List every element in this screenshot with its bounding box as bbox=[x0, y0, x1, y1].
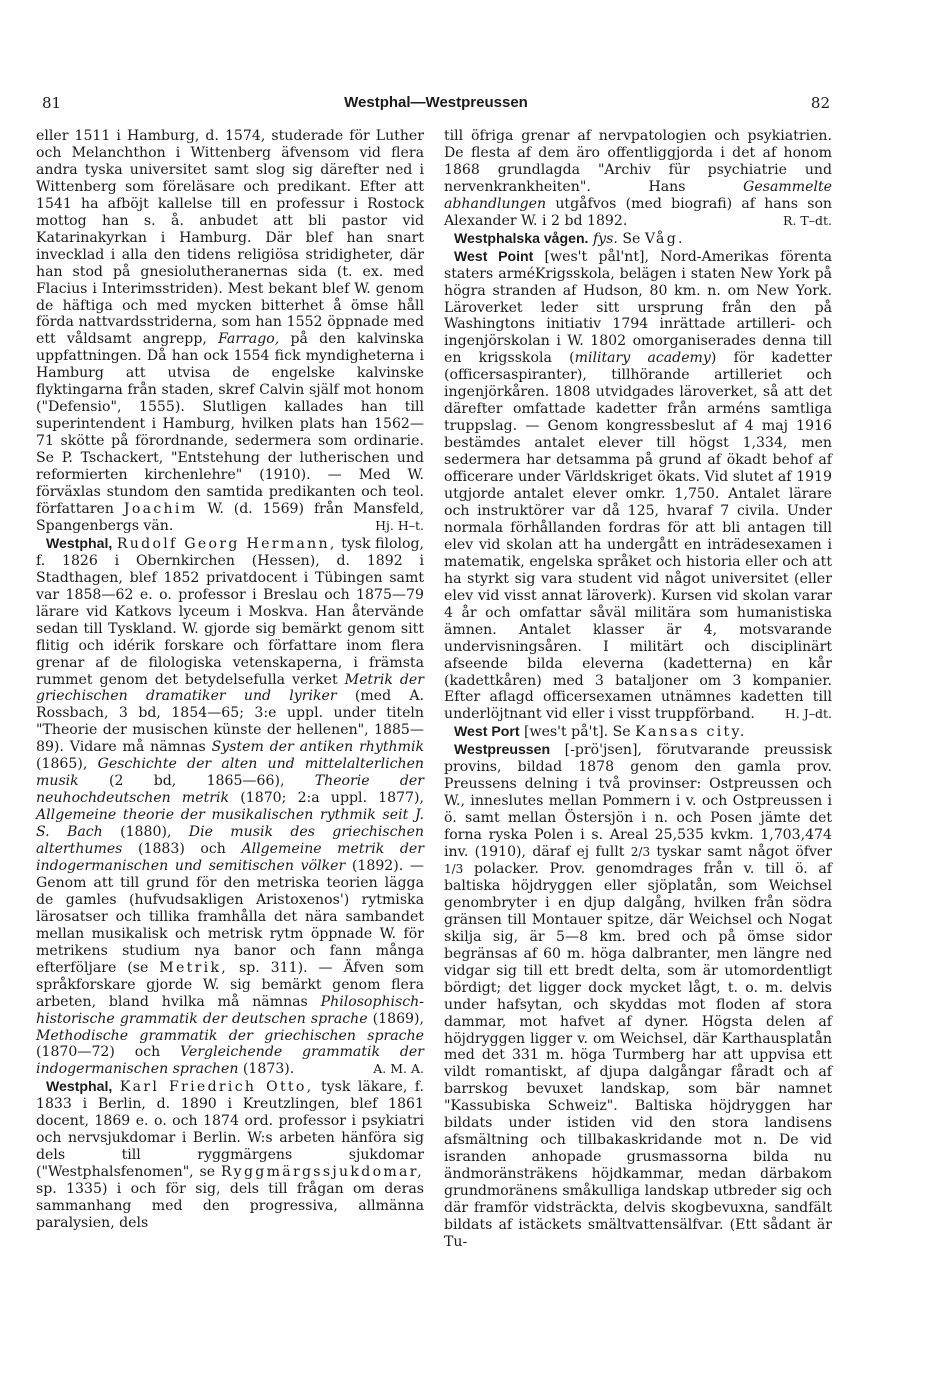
entry-west-port bbox=[444, 723, 832, 741]
body-text: Se bbox=[622, 230, 641, 247]
body-text: på den kalvinska uppfattningen. Då han ock 1554 fick myndigheterna i Hamburg att utvisa de engelske kalvinske flyktingarna från staden, skref Calvin själf mot honom ("Defensio", 1555). Slutligen kallades han till superintendent i Hamburg, hvilken plats han 1562—71 skötte på förordnande, sedermera som ordinarie. Se P. Tschackert, "Entstehung der lutherischen und reformierten kirchenlehre" (1910). — Med W. förväxlas stundom den samtida predikanten och teol. författaren bbox=[36, 331, 425, 517]
entry-headword: West Port bbox=[454, 723, 520, 740]
spaced-name: Rudolf Georg Hermann, bbox=[116, 535, 337, 552]
body-text: till öfriga grenar af nervpatologien och psykiatrien. De flesta af dem äro offentliggjorda i det af honom 1868 grundlagda "Archiv für psychiatrie und nervenkrankheiten". Hans bbox=[444, 128, 832, 195]
body-text: [-prö'jsen], förutvarande preussisk provins, bildad 1878 genom den gamla prov. Preussens delning i två provinser: Ostpreussen och W., inneslutes mellan Pommern i v. och Ostpreussen i ö. samt mellan Östersjön i n. och Posen jämte det forna ryska Polen i s. Areal 25,535 kvkm. 1,703,474 inv. (1910), däraf ej fullt bbox=[444, 742, 832, 861]
author-signature: H. J–dt. bbox=[784, 706, 832, 722]
italic-title: military academy bbox=[574, 350, 711, 367]
entry-westphal-rudolf bbox=[36, 535, 424, 1079]
entry-westphalska-vagen bbox=[444, 230, 832, 248]
spaced-name: Joachim bbox=[123, 500, 198, 517]
italic-title: Philosophisch-historische grammatik der deutschen sprache bbox=[36, 993, 424, 1027]
italic-title: Farrago, bbox=[218, 331, 280, 348]
body-text: tysk läkare, f. 1833 i Berlin, d. 1890 i Kreutzlingen, blef 1861 docent, 1869 e. o. och 1874 ord. professor i psykiatri och nervsjukdomar i Berlin. W:s arbeten hänföra sig dels till ryggmärgens sjukdomar ("Westphalsfenomen", se bbox=[36, 1079, 424, 1181]
body-text: utgåfvos (med biografi) af hans son Alexander W. i 2 bd 1892. bbox=[444, 195, 833, 229]
body-text: (1883) och bbox=[137, 841, 226, 858]
page-number-left: 81 bbox=[42, 94, 62, 112]
right-column bbox=[444, 128, 832, 1251]
entry-westpreussen bbox=[444, 741, 832, 1251]
spaced-reference: Kansas city. bbox=[635, 724, 747, 741]
italic-title: System der antiken rhythmik bbox=[211, 739, 425, 756]
body-text: (1869), bbox=[372, 1010, 424, 1027]
body-text: (1865), bbox=[36, 756, 88, 773]
spaced-reference: Våg. bbox=[644, 230, 685, 247]
body-text: (1870—72) och bbox=[36, 1044, 161, 1061]
entry-westphal-karl bbox=[36, 1078, 424, 1232]
entry-headword: Westphal, bbox=[46, 534, 113, 551]
entry-headword: Westphal, bbox=[46, 1078, 113, 1095]
running-title: Westphal—Westpreussen bbox=[344, 94, 528, 111]
body-text: sp. 311). — Äfven som språkforskare gjorde W. sig bemärkt genom flera arbeten, bland hvilka må nämnas bbox=[36, 959, 424, 1010]
body-text: tyskar samt något öfver bbox=[656, 844, 832, 861]
body-text: (med A. Rossbach, 3 bd, 1854—65; 3:e uppl. under titeln "Theorie der musischen künste der hellenen", 1885—89). Vidare må nämnas bbox=[36, 688, 424, 756]
body-text: [wes't pål'nt], Nord-Amerikas förenta staters arméKrigsskola, belägen i staten New York på högra stranden af Hudson, 80 km. n. om New York. Läroverket leder sitt ursprung från den på Washingtons initiativ 1794 inrättade artilleri- och ingenjörskolan i W. 1802 omorganiserades denna till en krigsskola ( bbox=[444, 248, 832, 367]
italic-title: Allgemeine metrik der indogermanischen und semitischen völker bbox=[36, 841, 424, 874]
spaced-name: Karl Friedrich Otto, bbox=[119, 1079, 314, 1096]
entry-west-point bbox=[444, 248, 832, 724]
page-number-right: 82 bbox=[810, 94, 830, 112]
body-text: tysk filolog, f. 1826 i Obernkirchen (Hessen), d. 1892 i Stadthagen, blef 1852 privatdocent i Tübingen samt var 1858—62 e. o. professor i Breslau och 1875—79 lärare vid Katkovs lyceum i Moskva. Han återvände sedan till Tyskland. W. gjorde sig bemärkt genom sitt flitig och idérik forskare och författare inom flera grenar af de filologiska vetenskaperna, i främsta rummet genom det betydelsefulla verket bbox=[36, 535, 424, 688]
fraction: 2/3 bbox=[630, 845, 651, 860]
fraction: 1/3 bbox=[444, 861, 464, 876]
italic-title: Allgemeine theorie der musikalischen rythmik seit J. S. Bach bbox=[36, 807, 424, 841]
entry-westphal-karl-continued bbox=[444, 128, 832, 230]
spaced-reference: Ryggmärgssjukdomar, bbox=[221, 1164, 425, 1181]
body-text: (2 bd, 1865—66), bbox=[109, 773, 285, 790]
italic-title: Vergleichende grammatik der indogermanischen sprachen bbox=[36, 1044, 425, 1078]
italic-title: Metrik der griechischen dramatiker und lyriker bbox=[36, 671, 424, 705]
body-text: W. (d. 1569) från Mansfeld, Spangenbergs vän. bbox=[36, 500, 425, 534]
italic-title: Geschichte der alten und mittelalterlichen musik bbox=[36, 756, 424, 790]
body-text: (1880), bbox=[120, 824, 172, 841]
author-signature: A. M. A. bbox=[373, 1061, 424, 1077]
entry-westphal-joachim-continued bbox=[36, 128, 424, 535]
entry-headword: Westpreussen bbox=[454, 741, 551, 758]
left-column bbox=[36, 128, 424, 1232]
entry-headword: West Point bbox=[454, 247, 534, 264]
body-text: sp. 1335) i och för sig, dels till frågan om deras sammanhang med den progressiva, allmänna paralysien, dels bbox=[36, 1181, 424, 1231]
italic-title: Die musik des griechischen alterthumes bbox=[36, 824, 425, 858]
body-text: [wes't på't]. Se bbox=[524, 724, 631, 741]
author-signature: R. T–dt. bbox=[783, 212, 832, 228]
italic-title: Theorie der neuhochdeutschen metrik bbox=[36, 773, 425, 807]
italic-title: Gesammelte abhandlungen bbox=[444, 178, 832, 212]
page-header bbox=[42, 94, 830, 116]
italic-title: Methodische grammatik der griechischen sprache bbox=[36, 1027, 424, 1044]
spaced-reference: Metrik, bbox=[159, 959, 229, 976]
body-text: (1873). bbox=[242, 1061, 295, 1078]
body-text: polacker. Prov. genomdrages från v. till ö. af baltiska höjdryggen eller sjöplatån, som Weichsel genombryter i en djup dalgång, hvilken från södra gränsen till Montauer spitze, där Weichsel och Nogat skilja sig, är 5—8 km. bred och på ömse sidor begränsas af 60 m. höga dalbranter, men längre ned vidgar sig till ett bredt delta, som är utomordentligt bördigt; det ligger dock mycket lågt, t. o. m. delvis under hafsytan, och skyddas mot floden af stora dammar, mot hafvet af dyner. Högsta delen af höjdryggen ligger v. om Weichsel, där Karthausplatån med det 331 m. höga Turmberg har att uppvisa ett vildt romantiskt, af djupa dalgångar fåradt och af barrskog bevuxet landskap, som bär namnet "Kassubiska Schweiz". Baltiska höjdryggen har bildats under istiden vid den stora landisens afsmältning och tillbakaskridande mot n. De vid isranden anhopade grusmassorna bilda nu ändmoränsträkens höjdkammar, medan därbakom grundmoränens småkulliga landskap utbreder sig och där framför vidsträckta, delvis skogbevuxna, sandfält bildats af istäckets smältvattensälfvar. (Ett sådant är Tu- bbox=[444, 860, 832, 1250]
body-text: eller 1511 i Hamburg, d. 1574, studerade för Luther och Melanchthon i Wittenberg äfvensom vid flera andra tyska universitet samt slog sig därefter ned i Wittenberg som föreläsare och predikant. Efter att 1541 ha afböjt kallelse till en professur i Rostock mottog han s. å. anbudet att bli pastor vid Katarinakyrkan i Hamburg. Där blef han snart invecklad i alla den tidens religiösa stridigheter, där han stod på gnesiolutheranernas sida (t. ex. med Flacius i Interimsstriden). Mest bekant blef W. genom de häftiga och med mycken bitterhet å ömse håll förda nattvardsstriderna, som han 1552 öppnade med ett våldsamt angrepp, bbox=[36, 128, 424, 348]
subject-abbreviation: fys. bbox=[592, 230, 618, 247]
author-signature: Hj. H–t. bbox=[375, 517, 424, 533]
body-text: ) för kadetter (officersaspiranter), tillhörande artilleriet och ingenjörkåren. 1808 utvidgades läroverket, så att det därefter omfattade kadetter från arméns samtliga truppslag. — Genom kongressbeslut af 4 maj 1916 bestämdes antalet elever till högst 1,334, men sedermera har detsamma på grund af ökadt behof af officerare under Världskriget ökats. Vid slutet af 1919 utgjorde antalet elever omkr. 1,750. Antalet lärare och instruktörer var då 125, hvaraf 7 civila. Under normala förhållanden fordras för att bli antagen till elev vid skolan att ha undergått en inträdesexamen i matematik, engelska språket och historia eller och att ha styrkt sig vara student vid något universitet (eller elev vid visst annat läroverk). Kursen vid skolan varar 4 år och omfattar såväl militära som humanistiska ämnen. Antalet klasser är 4, motsvarande undervisningsåren. I militärt och disciplinärt afseende bilda eleverna (kadetterna) en kår (kadettkåren) med 3 bataljoner om 3 kompanier. Efter aflagd officersexamen utnämnes kadetten till underlöjtnant vid eller i visst truppförband. bbox=[444, 350, 832, 723]
body-text: (1892). — Genom att till grund för den metriska teorien lägga de gamles (hufvudsakligen Aristoxenos') rytmiska lärosatser och tillika framhålla det nära sambandet mellan musikalisk och metrisk rytm öppnade W. för metrikens studium nya banor och fann många efterföljare (se bbox=[36, 857, 425, 976]
entry-headword: Westphalska vågen. bbox=[454, 229, 589, 246]
body-text: (1870; 2:a uppl. 1877), bbox=[240, 790, 424, 807]
